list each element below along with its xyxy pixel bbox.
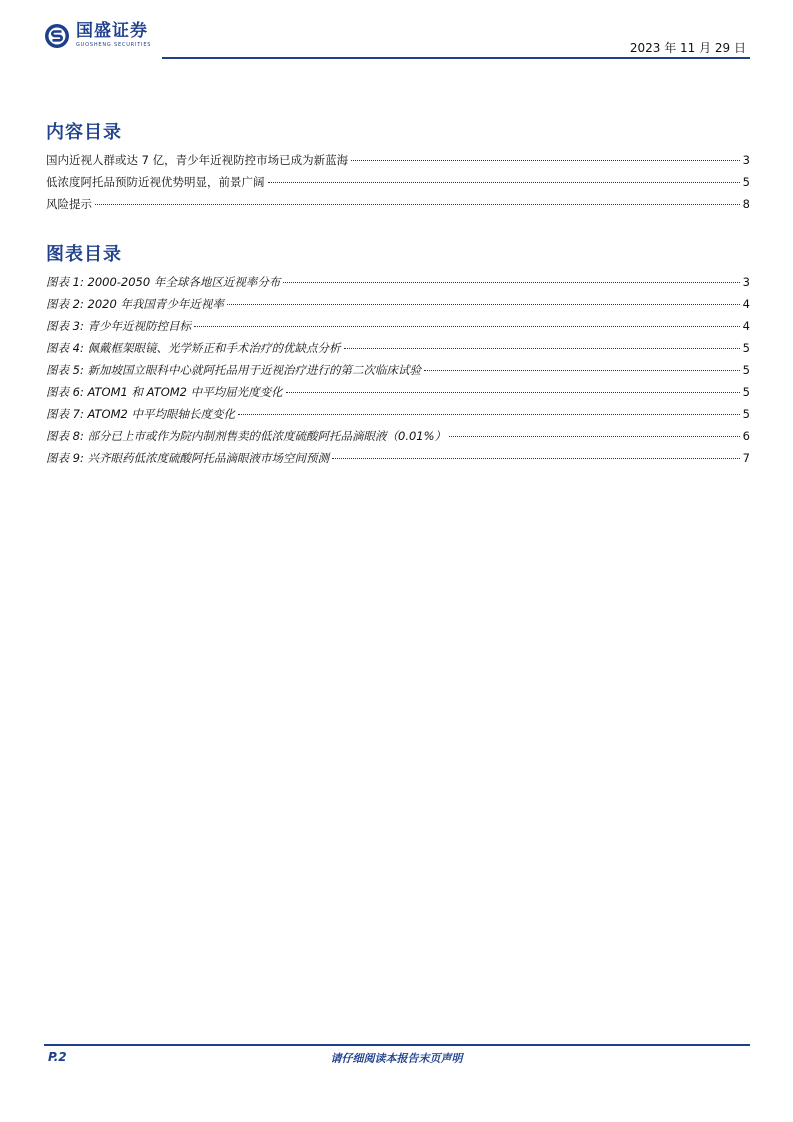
figure-entry-page: 5	[742, 341, 750, 355]
guosheng-logo-icon	[44, 23, 70, 49]
footer-divider	[44, 1044, 750, 1046]
company-name-cn: 国盛证券	[76, 21, 148, 41]
figure-entry-text: 图表 2: 2020 年我国青少年近视率	[46, 297, 224, 311]
toc-leader-dots	[449, 436, 740, 437]
figure-entry-page: 5	[742, 385, 750, 399]
figure-toc	[46, 274, 750, 472]
figure-entry-page: 4	[742, 319, 750, 333]
toc-leader-dots	[351, 160, 740, 161]
toc-entry-page: 5	[742, 175, 750, 189]
report-date: 2023 年 11 月 29 日	[629, 41, 746, 55]
toc-leader-dots	[194, 326, 740, 327]
figure-toc-title: 图表目录	[46, 244, 122, 265]
toc-leader-dots	[268, 182, 740, 183]
toc-entry-page: 8	[742, 197, 750, 211]
figure-entry-page: 5	[742, 407, 750, 421]
company-name-en: GUOSHENG SECURITIES	[76, 42, 152, 48]
figure-entry-page: 3	[742, 275, 750, 289]
figure-entry-text: 图表 3: 青少年近视防控目标	[46, 319, 192, 333]
figure-toc-entry[interactable]	[46, 318, 750, 340]
toc-entry-page: 3	[742, 153, 750, 167]
figure-entry-text: 图表 1: 2000-2050 年全球各地区近视率分布	[46, 275, 281, 289]
figure-entry-text: 图表 6: ATOM1 和 ATOM2 中平均屈光度变化	[46, 385, 283, 399]
figure-toc-entry[interactable]	[46, 362, 750, 384]
figure-entry-text: 图表 4: 佩戴框架眼镜、光学矫正和手术治疗的优缺点分析	[46, 341, 341, 355]
toc-leader-dots	[227, 304, 740, 305]
toc-leader-dots	[332, 458, 740, 459]
toc-leader-dots	[286, 392, 740, 393]
figure-entry-text: 图表 7: ATOM2 中平均眼轴长度变化	[46, 407, 236, 421]
figure-entry-page: 4	[742, 297, 750, 311]
header-divider	[162, 57, 750, 59]
toc-entry-text: 低浓度阿托品预防近视优势明显，前景广阔	[46, 175, 265, 189]
page-number: P.2	[48, 1050, 67, 1064]
figure-entry-text: 图表 5: 新加坡国立眼科中心就阿托品用于近视治疗进行的第二次临床试验	[46, 363, 421, 377]
toc-entry[interactable]	[46, 174, 750, 196]
disclaimer-note: 请仔细阅读本报告末页声明	[330, 1052, 463, 1065]
page-header	[44, 22, 750, 60]
figure-toc-entry[interactable]	[46, 450, 750, 472]
toc-entry[interactable]	[46, 152, 750, 174]
toc-entry[interactable]	[46, 196, 750, 218]
toc-leader-dots	[424, 370, 740, 371]
toc-leader-dots	[283, 282, 739, 283]
figure-entry-page: 7	[742, 451, 750, 465]
content-toc	[46, 152, 750, 218]
figure-entry-page: 6	[742, 429, 750, 443]
figure-toc-entry[interactable]	[46, 406, 750, 428]
toc-entry-text: 风险提示	[46, 197, 92, 211]
figure-toc-entry[interactable]	[46, 274, 750, 296]
company-logo	[44, 22, 151, 49]
toc-entry-text: 国内近视人群或达 7 亿，青少年近视防控市场已成为新蓝海	[46, 153, 349, 167]
figure-entry-text: 图表 8: 部分已上市或作为院内制剂售卖的低浓度硫酸阿托品滴眼液（0.01%）	[46, 429, 447, 443]
toc-leader-dots	[344, 348, 740, 349]
content-toc-title: 内容目录	[46, 122, 122, 143]
figure-entry-page: 5	[742, 363, 750, 377]
figure-entry-text: 图表 9: 兴齐眼药低浓度硫酸阿托品滴眼液市场空间预测	[46, 451, 329, 465]
figure-toc-entry[interactable]	[46, 428, 750, 450]
toc-leader-dots	[95, 204, 740, 205]
figure-toc-entry[interactable]	[46, 384, 750, 406]
figure-toc-entry[interactable]	[46, 340, 750, 362]
figure-toc-entry[interactable]	[46, 296, 750, 318]
toc-leader-dots	[238, 414, 740, 415]
